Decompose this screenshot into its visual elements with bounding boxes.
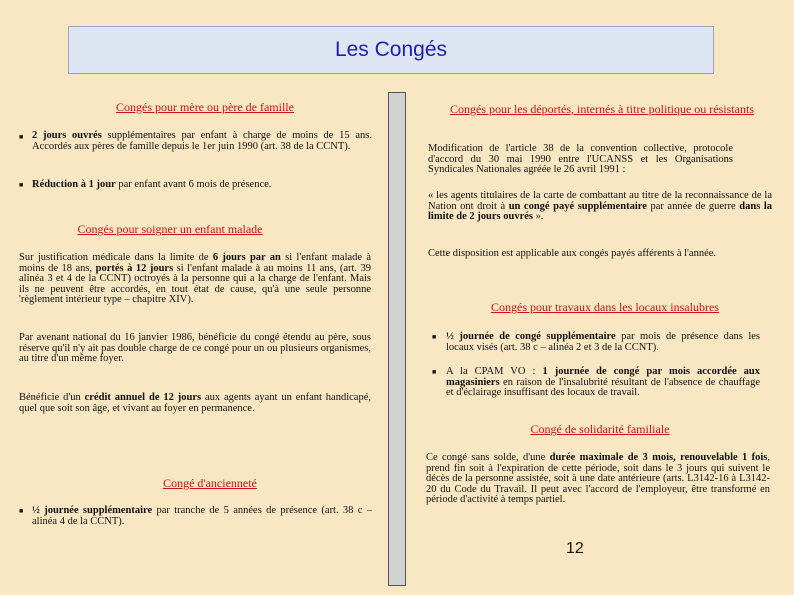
heading-locaux-insalubres: Congés pour travaux dans les locaux insalubres: [491, 300, 719, 314]
bullet-icon: ■: [19, 507, 24, 515]
heading-solidarite-familiale: Congé de solidarité familiale: [530, 422, 670, 436]
heading-mere-pere: Congés pour mère ou père de famille: [116, 100, 294, 114]
left-s2-paragraph-3: Bénéficie d'un crédit annuel de 12 jours aux agents ayant un enfant handicapé, quel que soit son âge, et vivant au foyer en permanence.: [19, 392, 371, 414]
right-s1-paragraph-2: « les agents titulaires de la carte de combattant au titre de la reconnaissance de la Nation ont droit à un congé payé supplémentaire par année de guerre dans la limite de 2 jours ouvrés ».: [428, 190, 772, 222]
left-s2-paragraph-1: Sur justification médicale dans la limite de 6 jours par an si l'enfant malade à moins de 18 ans, portés à 12 jours si l'enfant malade à au moins 11 ans, (art. 39 alinéa 3 et 4 de la CCNT) octroyés à la personne qui a la charge de l'enfant. Mais ils ne peuvent être accordés, en tout état de cause, qu'à une seule personne 'règlement intérieur type – chapitre XIV).: [19, 252, 372, 305]
page-number: 12: [566, 540, 584, 557]
bullet-icon: ■: [432, 368, 437, 376]
heading-anciennete: Congé d'ancienneté: [163, 476, 257, 490]
heading-deportes: Congés pour les déportés, internés à titre politique ou résistants: [450, 102, 754, 116]
column-divider: [388, 92, 406, 586]
right-s2-bullet-1: ½ journée de congé supplémentaire par mois de présence dans les locaux visés (art. 38 c – alinéa 2 et 3 de la CCNT).: [446, 331, 761, 353]
left-s1-bullet-1: 2 jours ouvrés supplémentaires par enfant à charge de moins de 15 ans. Accordés aux pères de famille depuis le 1er juin 1990 (art. 38 de la CCNT).: [32, 130, 372, 152]
left-s1-bullet-2: Réduction à 1 jour par enfant avant 6 mois de présence.: [32, 179, 272, 190]
right-s1-paragraph-3: Cette disposition est applicable aux congés payés afférents à l'année.: [428, 248, 717, 259]
right-s1-paragraph-1: Modification de l'article 38 de la convention collective, protocole d'accord du 30 mai 1990 entre l'UCANSS et les Organisations Syndicales Nationales agréée le 26 avril 1991 :: [428, 143, 733, 175]
right-s3-paragraph-1: Ce congé sans solde, d'une durée maximale de 3 mois, renouvelable 1 fois, prend fin soit à l'expiration de cette période, soit dans le 3 jours qui suivent le décès de la personne assistée, soit à une date antérieure (arts. L3142-16 à L3142-20 du Code du Travail. Il peut avec l'accord de l'employeur, être transformé en période d'activité à temps partiel.: [426, 452, 770, 505]
title-box: [68, 26, 714, 74]
bullet-icon: ■: [432, 333, 437, 341]
bullet-icon: ■: [19, 133, 24, 141]
page-title: Les Congés: [334, 38, 448, 61]
left-s3-bullet-1: ½ journée supplémentaire par tranche de 5 années de présence (art. 38 c – alinéa 4 de la CCNT).: [32, 505, 372, 527]
heading-enfant-malade: Congés pour soigner un enfant malade: [77, 222, 263, 236]
right-s2-bullet-2: A la CPAM VO : 1 journée de congé par mois accordée aux magasiniers en raison de l'insalubrité résultant de l'absence de chauffage et d'éclairage insuffisant des locaux de travail.: [446, 366, 761, 398]
left-s2-paragraph-2: Par avenant national du 16 janvier 1986, bénéficie du congé étendu au père, sous réserve qu'il n'y ait pas double charge de ce congé pour un ou plusieurs organismes, au titre d'un même foyer.: [19, 332, 371, 364]
bullet-icon: ■: [19, 181, 24, 189]
